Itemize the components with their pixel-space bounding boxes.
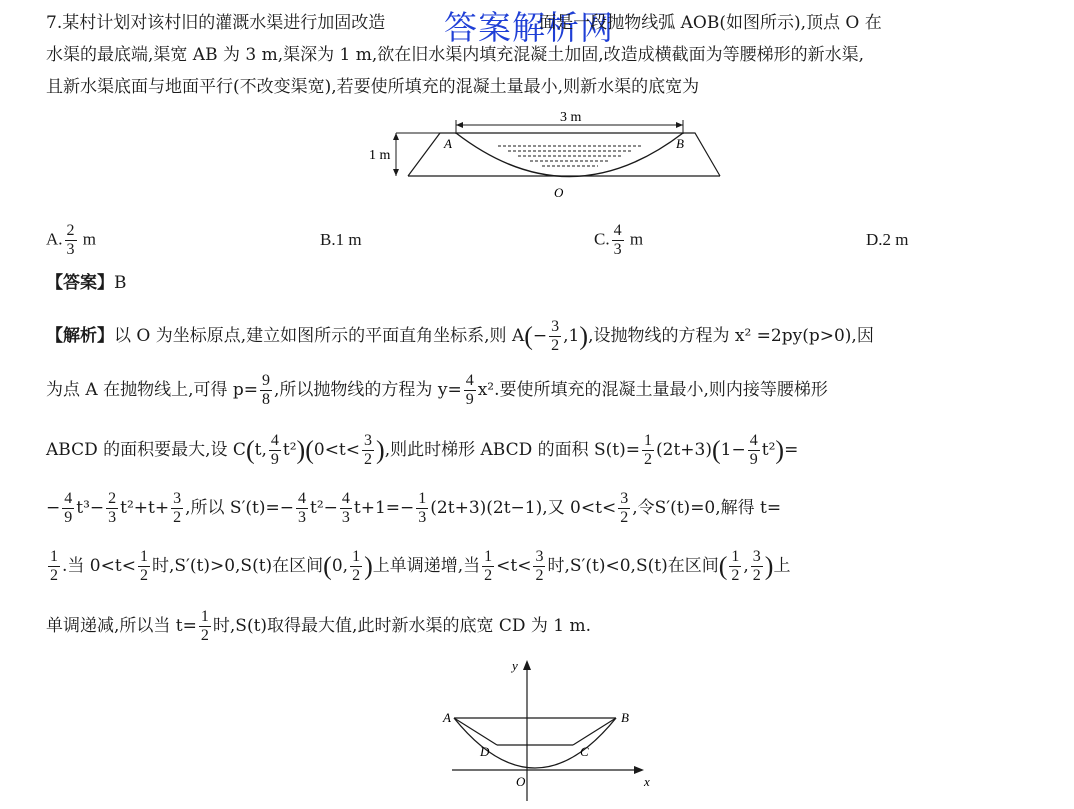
y-axis-arrow-icon (523, 660, 531, 670)
fig2-x-label: x (644, 774, 650, 789)
analysis-line-4-f: t+1=− (353, 498, 415, 518)
option-a-numerator: 2 (66, 222, 75, 239)
analysis-line-4-h: ,令S′(t)=0,解得 t= (632, 498, 782, 518)
analysis-line-6: 单调递减,所以当 t= $\frac{1}{2}$ 时,S(t)取得最大值,此时新水渠的底宽 CD 为 1 m. (46, 608, 592, 644)
option-d: D.2 m (866, 230, 909, 249)
analysis-line-5-e: 时,S′(t)<0,S(t)在区间 (547, 556, 719, 576)
fig2-point-a-label: A (443, 710, 451, 725)
fig2-y-label: y (512, 658, 518, 673)
canal-figure (360, 108, 740, 200)
analysis-line-1-a: 以 O 为坐标原点,建立如图所示的平面直角坐标系,则 A (114, 326, 525, 346)
depth-label: 1 m (369, 148, 391, 163)
analysis-line-4-c: t²+t+ (120, 498, 170, 518)
analysis-line-2: 为点 A 在抛物线上,可得 p= $\frac{9}{8}$ ,所以抛物线的方程为 y= $\frac{4}{9}$ x².要使所填充的混凝土量最小,则内接等腰梯形 (46, 372, 828, 408)
fig2-point-c-label: C (580, 744, 589, 759)
option-a-prefix: A. (46, 229, 63, 249)
option-a-unit: m (82, 229, 97, 249)
coordinate-figure (438, 656, 668, 804)
option-c-denominator: 3 (613, 241, 622, 258)
option-c-unit: m (629, 229, 644, 249)
question-line-2: 水渠的最底端,渠宽 AB 为 3 m,渠深为 1 m,欲在旧水渠内填充混凝土加固,改造成横截面为等腰梯形的新水渠, (46, 45, 865, 65)
option-c-prefix: C. (594, 229, 610, 249)
analysis-line-5-d: <t< (496, 556, 532, 576)
analysis-line-6-b: 时,S(t)取得最大值,此时新水渠的底宽 CD 为 1 m. (212, 616, 592, 636)
analysis-line-5-a: .当 0<t< (62, 556, 136, 576)
option-b: B.1 m (320, 230, 362, 249)
option-c-fraction (612, 222, 624, 259)
left-arrow-icon (456, 122, 463, 128)
analysis-line-4-g: (2t+3)(2t−1),又 0<t< (430, 498, 617, 518)
parabola-curve (454, 718, 616, 768)
point-o-label: O (554, 185, 564, 200)
analysis-line-4: − $\frac{4}{9}$ t³− $\frac{2}{3}$ t²+t+ $\frac{3}{2}$ ,所以 S′(t)=− $\frac{4}{3}$ t²− $\frac{4}{3}$ t+1=− $\frac{1}{3}$ (2t+3)(2t−1),又 0<t< $\frac{3}{2}$ ,令S′(t)=0,解得 t= (46, 490, 782, 526)
up-arrow-icon (393, 133, 399, 140)
question-line-1-tail: 面是一段抛物线弧 AOB(如图所示),顶点 O 在 (539, 13, 882, 33)
analysis-line-5: $\frac{1}{2}$ .当 0<t< $\frac{1}{2}$ 时,S′(t)>0,S(t)在区间(0, $\frac{1}{2}$ )上单调递增,当 $\frac{1}{2}$ <t< $\frac{3}{2}$ 时,S′(t)<0,S(t)在区间( $\frac{1}{2}$ , $\frac{3}{2}$ )上 (50, 548, 791, 584)
option-c-numerator: 4 (613, 222, 622, 239)
analysis-line-3: ABCD 的面积要最大,设 C(t, $\frac{4}{9}$ t²)(0<t< $\frac{3}{2}$ ),则此时梯形 ABCD 的面积 S(t)= $\frac{1}{2}$ (2t+3)(1− $\frac{4}{9}$ t²)= (46, 432, 799, 468)
option-a-fraction (65, 222, 77, 259)
analysis-line-4-b: t³− (76, 498, 105, 518)
analysis-label: 【解析】 (46, 326, 114, 346)
analysis-line-4-d: ,所以 S′(t)=− (185, 498, 295, 518)
analysis-line-3-d: = (784, 440, 799, 460)
analysis-line-4-a: − (46, 498, 61, 518)
option-a (46, 222, 96, 259)
answer-line (46, 272, 127, 294)
analysis-line-1: 【解析】以 O 为坐标原点,建立如图所示的平面直角坐标系,则 A(− $\frac{3}{2}$ ,1),设抛物线的方程为 x² =2py(p>0),因 (46, 318, 874, 354)
canal-right-bank (683, 133, 720, 176)
fig2-origin-label: O (516, 774, 526, 789)
down-arrow-icon (393, 169, 399, 176)
option-c (594, 222, 643, 259)
fig2-point-b-label: B (621, 710, 629, 725)
concrete-fill-hatching (498, 146, 642, 166)
analysis-line-3-b: ,则此时梯形 ABCD 的面积 S(t)= (384, 440, 641, 460)
question-line-1 (46, 12, 882, 34)
analysis-line-5-c: 上单调递增,当 (372, 556, 481, 576)
analysis-line-2-c: x².要使所填充的混凝土量最小,则内接等腰梯形 (477, 380, 828, 400)
analysis-line-6-a: 单调递减,所以当 t= (46, 616, 197, 636)
analysis-line-3-a: ABCD 的面积要最大,设 C (46, 440, 246, 460)
analysis-line-3-c: (2t+3) (656, 440, 712, 460)
answer-value: B (114, 273, 127, 293)
answer-label: 【答案】 (46, 273, 114, 293)
option-a-denominator: 3 (66, 241, 75, 258)
question-line-1-head: 7.某村计划对该村旧的灌溉水渠进行加固改造 (46, 13, 386, 33)
parabola-arc (456, 133, 683, 177)
width-label: 3 m (560, 110, 582, 125)
analysis-line-2-a: 为点 A 在抛物线上,可得 p= (46, 380, 259, 400)
right-arrow-icon (676, 122, 683, 128)
x-axis-arrow-icon (634, 766, 644, 774)
analysis-line-5-f: 上 (773, 556, 791, 576)
question-line-3: 且新水渠底面与地面平行(不改变渠宽),若要使所填充的混凝土量最小,则新水渠的底宽为 (46, 77, 700, 97)
point-a-label: A (444, 136, 452, 151)
analysis-line-1-b: ,设抛物线的方程为 x² =2py(p>0),因 (588, 326, 874, 346)
fig2-point-d-label: D (480, 744, 490, 759)
analysis-line-5-b: 时,S′(t)>0,S(t)在区间 (151, 556, 324, 576)
watermark: 答案解析网 (444, 8, 614, 47)
point-b-label: B (676, 136, 684, 151)
analysis-line-4-e: t²− (310, 498, 338, 518)
analysis-line-2-b: ,所以抛物线的方程为 y= (274, 380, 462, 400)
